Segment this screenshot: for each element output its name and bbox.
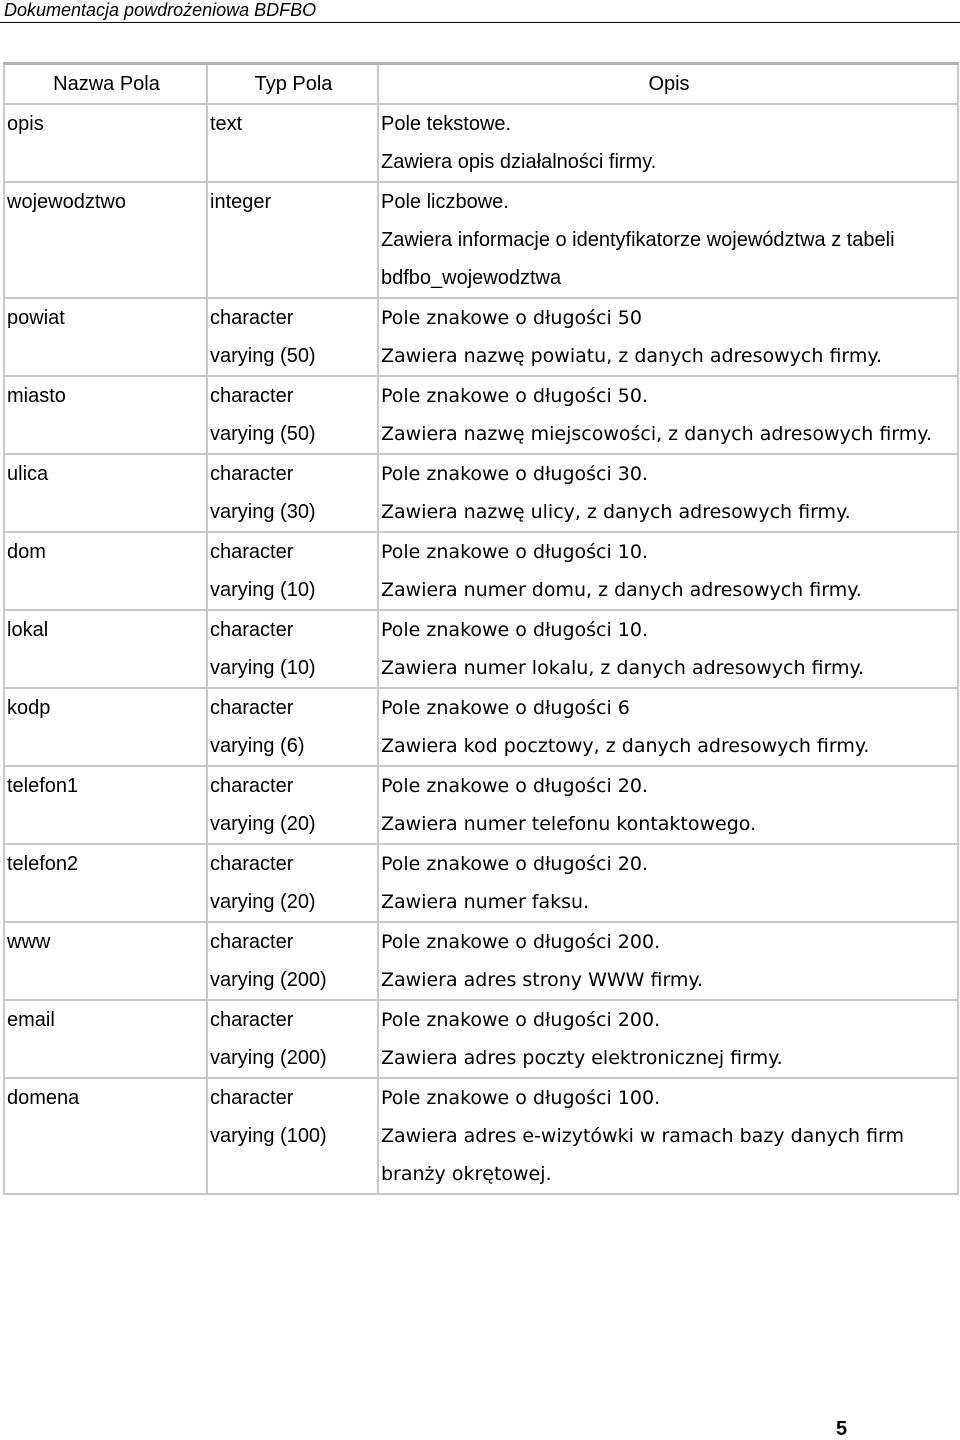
table-row bbox=[4, 454, 958, 532]
field-type-cell bbox=[207, 766, 378, 844]
field-description-cell bbox=[378, 610, 958, 688]
field-description-line: Pole znakowe o długości 6 bbox=[381, 697, 630, 719]
header-field-type: Typ Pola bbox=[207, 64, 378, 105]
field-name-cell bbox=[4, 182, 207, 298]
field-name-cell bbox=[4, 1000, 207, 1078]
field-description-line: Pole znakowe o długości 200. bbox=[381, 1009, 661, 1031]
field-description-line: Zawiera numer telefonu kontaktowego. bbox=[381, 813, 757, 835]
field-name-cell bbox=[4, 532, 207, 610]
table-row bbox=[4, 922, 958, 1000]
field-type-cell bbox=[207, 610, 378, 688]
field-name-cell bbox=[4, 922, 207, 1000]
field-description-cell bbox=[378, 376, 958, 454]
field-name: telefon2 bbox=[7, 853, 79, 875]
field-type-line: character bbox=[210, 385, 294, 407]
field-description-line: Pole znakowe o długości 10. bbox=[381, 541, 649, 563]
table-row bbox=[4, 104, 958, 182]
field-description-line: Zawiera nazwę powiatu, z danych adresowych firmy. bbox=[381, 345, 882, 367]
table-body bbox=[4, 104, 958, 1194]
table-row bbox=[4, 844, 958, 922]
field-name: email bbox=[7, 1009, 55, 1031]
field-name: powiat bbox=[7, 307, 65, 329]
field-type-line: varying (200) bbox=[210, 969, 327, 991]
field-type-line: varying (10) bbox=[210, 657, 316, 679]
field-type-line: character bbox=[210, 463, 294, 485]
field-name: lokal bbox=[7, 619, 49, 641]
field-description-line: Pole znakowe o długości 200. bbox=[381, 931, 661, 953]
field-type-cell bbox=[207, 182, 378, 298]
field-description-line: Pole znakowe o długości 20. bbox=[381, 775, 649, 797]
table-row bbox=[4, 1078, 958, 1194]
field-type-line: varying (6) bbox=[210, 735, 305, 757]
field-type-line: varying (20) bbox=[210, 891, 316, 913]
field-description-cell bbox=[378, 298, 958, 376]
field-description-cell bbox=[378, 766, 958, 844]
table-row bbox=[4, 1000, 958, 1078]
field-description-cell bbox=[378, 1000, 958, 1078]
page-number: 5 bbox=[836, 1418, 848, 1440]
field-description-line: Zawiera kod pocztowy, z danych adresowych firmy. bbox=[381, 735, 870, 757]
field-description-line: Zawiera numer domu, z danych adresowych firmy. bbox=[381, 579, 862, 601]
field-name: telefon1 bbox=[7, 775, 79, 797]
field-type-line: character bbox=[210, 931, 294, 953]
field-type-cell bbox=[207, 532, 378, 610]
field-type-line: varying (200) bbox=[210, 1047, 327, 1069]
field-description-cell bbox=[378, 688, 958, 766]
field-description-cell bbox=[378, 104, 958, 182]
field-description-line: Zawiera adres strony WWW firmy. bbox=[381, 969, 704, 991]
field-description-cell bbox=[378, 454, 958, 532]
field-description-cell bbox=[378, 532, 958, 610]
field-type-line: character bbox=[210, 541, 294, 563]
field-type-cell bbox=[207, 1000, 378, 1078]
field-name: wojewodztwo bbox=[7, 191, 126, 213]
field-description-line: Pole znakowe o długości 100. bbox=[381, 1087, 661, 1109]
field-description-line: Zawiera informacje o identyfikatorze województwa z tabeli bdfbo_wojewodztwa bbox=[381, 229, 895, 289]
table-row bbox=[4, 532, 958, 610]
field-name: ulica bbox=[7, 463, 49, 485]
field-description-cell bbox=[378, 1078, 958, 1194]
field-type-cell bbox=[207, 1078, 378, 1194]
field-description-line: Zawiera opis działalności firmy. bbox=[381, 151, 657, 173]
field-type-line: character bbox=[210, 1087, 294, 1109]
field-name: miasto bbox=[7, 385, 66, 407]
field-type-line: varying (50) bbox=[210, 423, 316, 445]
field-name-cell bbox=[4, 766, 207, 844]
field-type-line: varying (30) bbox=[210, 501, 316, 523]
field-type-cell bbox=[207, 922, 378, 1000]
field-table bbox=[3, 62, 959, 1195]
field-name: opis bbox=[7, 113, 44, 135]
field-description-line: Pole znakowe o długości 50. bbox=[381, 385, 649, 407]
field-type-line: varying (10) bbox=[210, 579, 316, 601]
field-description-line: Zawiera nazwę miejscowości, z danych adresowych firmy. bbox=[381, 423, 932, 445]
field-type-line: character bbox=[210, 853, 294, 875]
field-type-line: character bbox=[210, 619, 294, 641]
field-description-cell bbox=[378, 844, 958, 922]
header-field-name: Nazwa Pola bbox=[4, 64, 207, 105]
table-row bbox=[4, 610, 958, 688]
field-type-line: integer bbox=[210, 191, 272, 213]
field-description-line: Zawiera adres poczty elektronicznej firmy. bbox=[381, 1047, 783, 1069]
field-type-line: character bbox=[210, 775, 294, 797]
table-row bbox=[4, 298, 958, 376]
header-divider bbox=[0, 22, 960, 23]
field-name: kodp bbox=[7, 697, 51, 719]
field-description-line: Zawiera nazwę ulicy, z danych adresowych firmy. bbox=[381, 501, 851, 523]
field-name-cell bbox=[4, 610, 207, 688]
field-type-cell bbox=[207, 844, 378, 922]
field-description-line: Zawiera numer lokalu, z danych adresowych firmy. bbox=[381, 657, 865, 679]
field-name-cell bbox=[4, 454, 207, 532]
field-type-line: varying (100) bbox=[210, 1125, 327, 1147]
table-row bbox=[4, 766, 958, 844]
field-type-line: character bbox=[210, 1009, 294, 1031]
field-description-line: Pole znakowe o długości 10. bbox=[381, 619, 649, 641]
field-description-line: Pole znakowe o długości 30. bbox=[381, 463, 649, 485]
table-row bbox=[4, 182, 958, 298]
field-type-cell bbox=[207, 454, 378, 532]
field-name-cell bbox=[4, 104, 207, 182]
field-description-line: Pole znakowe o długości 50 bbox=[381, 307, 642, 329]
field-name: www bbox=[7, 931, 51, 953]
field-description-cell bbox=[378, 182, 958, 298]
field-name-cell bbox=[4, 376, 207, 454]
field-description-line: Zawiera numer faksu. bbox=[381, 891, 590, 913]
field-name-cell bbox=[4, 1078, 207, 1194]
header-description: Opis bbox=[378, 64, 958, 105]
field-type-cell bbox=[207, 298, 378, 376]
field-type-cell bbox=[207, 104, 378, 182]
field-name: domena bbox=[7, 1087, 80, 1109]
field-type-cell bbox=[207, 688, 378, 766]
field-type-line: varying (50) bbox=[210, 345, 316, 367]
field-description-line: Pole tekstowe. bbox=[381, 113, 512, 135]
table-header-row bbox=[4, 64, 958, 105]
field-description-cell bbox=[378, 922, 958, 1000]
field-name-cell bbox=[4, 844, 207, 922]
field-description-line: Pole znakowe o długości 20. bbox=[381, 853, 649, 875]
field-type-line: varying (20) bbox=[210, 813, 316, 835]
table-row bbox=[4, 376, 958, 454]
field-type-line: character bbox=[210, 697, 294, 719]
document-header-title: Dokumentacja powdrożeniowa BDFBO bbox=[4, 0, 317, 20]
field-type-line: character bbox=[210, 307, 294, 329]
field-type-cell bbox=[207, 376, 378, 454]
field-name-cell bbox=[4, 298, 207, 376]
field-name: dom bbox=[7, 541, 46, 563]
field-description-line: Pole liczbowe. bbox=[381, 191, 509, 213]
field-name-cell bbox=[4, 688, 207, 766]
field-type-line: text bbox=[210, 113, 243, 135]
field-description-line: Zawiera adres e-wizytówki w ramach bazy danych firm branży okrętowej. bbox=[381, 1125, 905, 1185]
table-row bbox=[4, 688, 958, 766]
